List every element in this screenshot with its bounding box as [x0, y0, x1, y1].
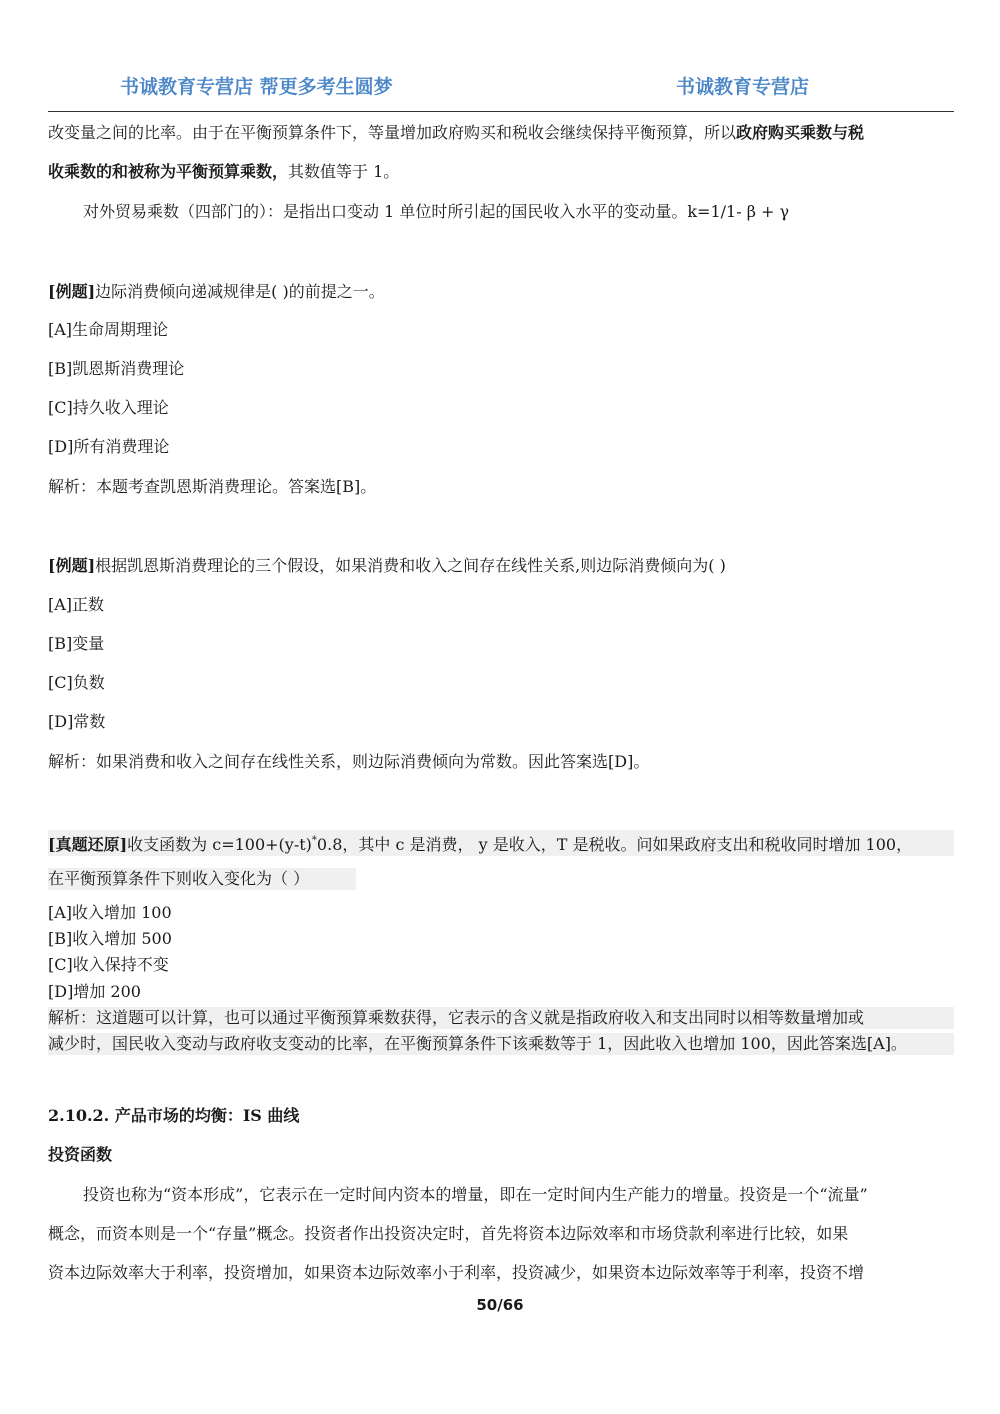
q1-option-c: [C]持久收入理论: [48, 398, 169, 417]
q3-stem-a: 收支函数为 c=100+(y-t): [127, 835, 312, 854]
q2-stem: [48, 555, 726, 577]
q3-stem-b: 0.8，其中 c 是消费， y 是收入，T 是税收。问如果政府支出和税收同时增加 100，: [316, 835, 913, 854]
q1-tag: [例题]: [48, 282, 96, 301]
q2-stem-text: 根据凯恩斯消费理论的三个假设，如果消费和收入之间存在线性关系,则边际消费倾向为( ): [95, 556, 726, 575]
q1-option-a: [A]生命周期理论: [48, 320, 169, 339]
q1-option-b: [B]凯恩斯消费理论: [48, 359, 185, 378]
intro-line-1-text: 改变量之间的比率。由于在平衡预算条件下，等量增加政府购买和税收会继续保持平衡预算，所以: [48, 123, 737, 142]
q3-analysis-line-2: 减少时，国民收入变动与政府收支变动的比率，在平衡预算条件下该乘数等于 1，因此收入也增加 100，因此答案选[A]。: [48, 1033, 954, 1055]
section-subheading: 投资函数: [48, 1145, 113, 1164]
q2-tag: [例题]: [48, 556, 96, 575]
q3-stem-line-2: 在平衡预算条件下则收入变化为（ ）: [48, 868, 356, 890]
header-divider: [48, 111, 954, 112]
q1-stem: [48, 281, 385, 303]
intro-line-2: [48, 161, 399, 183]
page-number: [0, 1296, 1000, 1314]
q3-option-d: [D]增加 200: [48, 982, 141, 1001]
q1-option-d: [D]所有消费理论: [48, 437, 170, 456]
q2-option-b: [B]变量: [48, 634, 105, 653]
section-paragraph-line-3: 资本边际效率大于利率，投资增加，如果资本边际效率小于利率，投资减少，如果资本边际效率等于利率，投资不增: [48, 1263, 865, 1282]
intro-line-1-bold: 政府购买乘数与税: [736, 123, 865, 142]
page-separator: /: [497, 1296, 503, 1314]
intro-line-2-bold: 收乘数的和被称为平衡预算乘数，: [48, 162, 289, 181]
q3-analysis-line-1: 解析：这道题可以计算，也可以通过平衡预算乘数获得，它表示的含义就是指政府收入和支出同时以相等数量增加或: [48, 1007, 954, 1029]
header-left-title: 书诚教育专营店 帮更多考生圆梦: [120, 76, 393, 98]
q1-stem-text: 边际消费倾向递减规律是( )的前提之一。: [95, 282, 385, 301]
intro-line-1: [48, 122, 864, 144]
section-heading: 2.10.2. 产品市场的均衡：IS 曲线: [48, 1106, 300, 1125]
q2-option-c: [C]负数: [48, 673, 105, 692]
q2-option-d: [D]常数: [48, 712, 106, 731]
page-current: 50: [476, 1296, 498, 1314]
q3-option-a: [A]收入增加 100: [48, 903, 172, 922]
q3-option-c: [C]收入保持不变: [48, 955, 169, 974]
q3-sup: *: [311, 835, 317, 846]
section-paragraph-line-1: 投资也称为“资本形成”，它表示在一定时间内资本的增量，即在一定时间内生产能力的增量。投资是一个“流量”: [83, 1185, 868, 1204]
q3-option-b: [B]收入增加 500: [48, 929, 172, 948]
q2-option-a: [A]正数: [48, 595, 105, 614]
q3-tag: [真题还原]: [48, 835, 128, 854]
q3-stem-line-1: [48, 830, 954, 856]
header-right-title: 书诚教育专营店: [676, 76, 810, 98]
q2-analysis: 解析：如果消费和收入之间存在线性关系，则边际消费倾向为常数。因此答案选[D]。: [48, 752, 650, 771]
intro-line-2-text: 其数值等于 1。: [288, 162, 400, 181]
section-paragraph-line-2: 概念，而资本则是一个“存量”概念。投资者作出投资决定时，首先将资本边际效率和市场贷款利率进行比较，如果: [48, 1224, 849, 1243]
trade-multiplier-paragraph: 对外贸易乘数（四部门的）：是指出口变动 1 单位时所引起的国民收入水平的变动量。k=1/1- β + γ: [83, 202, 790, 221]
q1-analysis: 解析：本题考查凯恩斯消费理论。答案选[B]。: [48, 477, 377, 496]
page-total: 66: [502, 1296, 524, 1314]
